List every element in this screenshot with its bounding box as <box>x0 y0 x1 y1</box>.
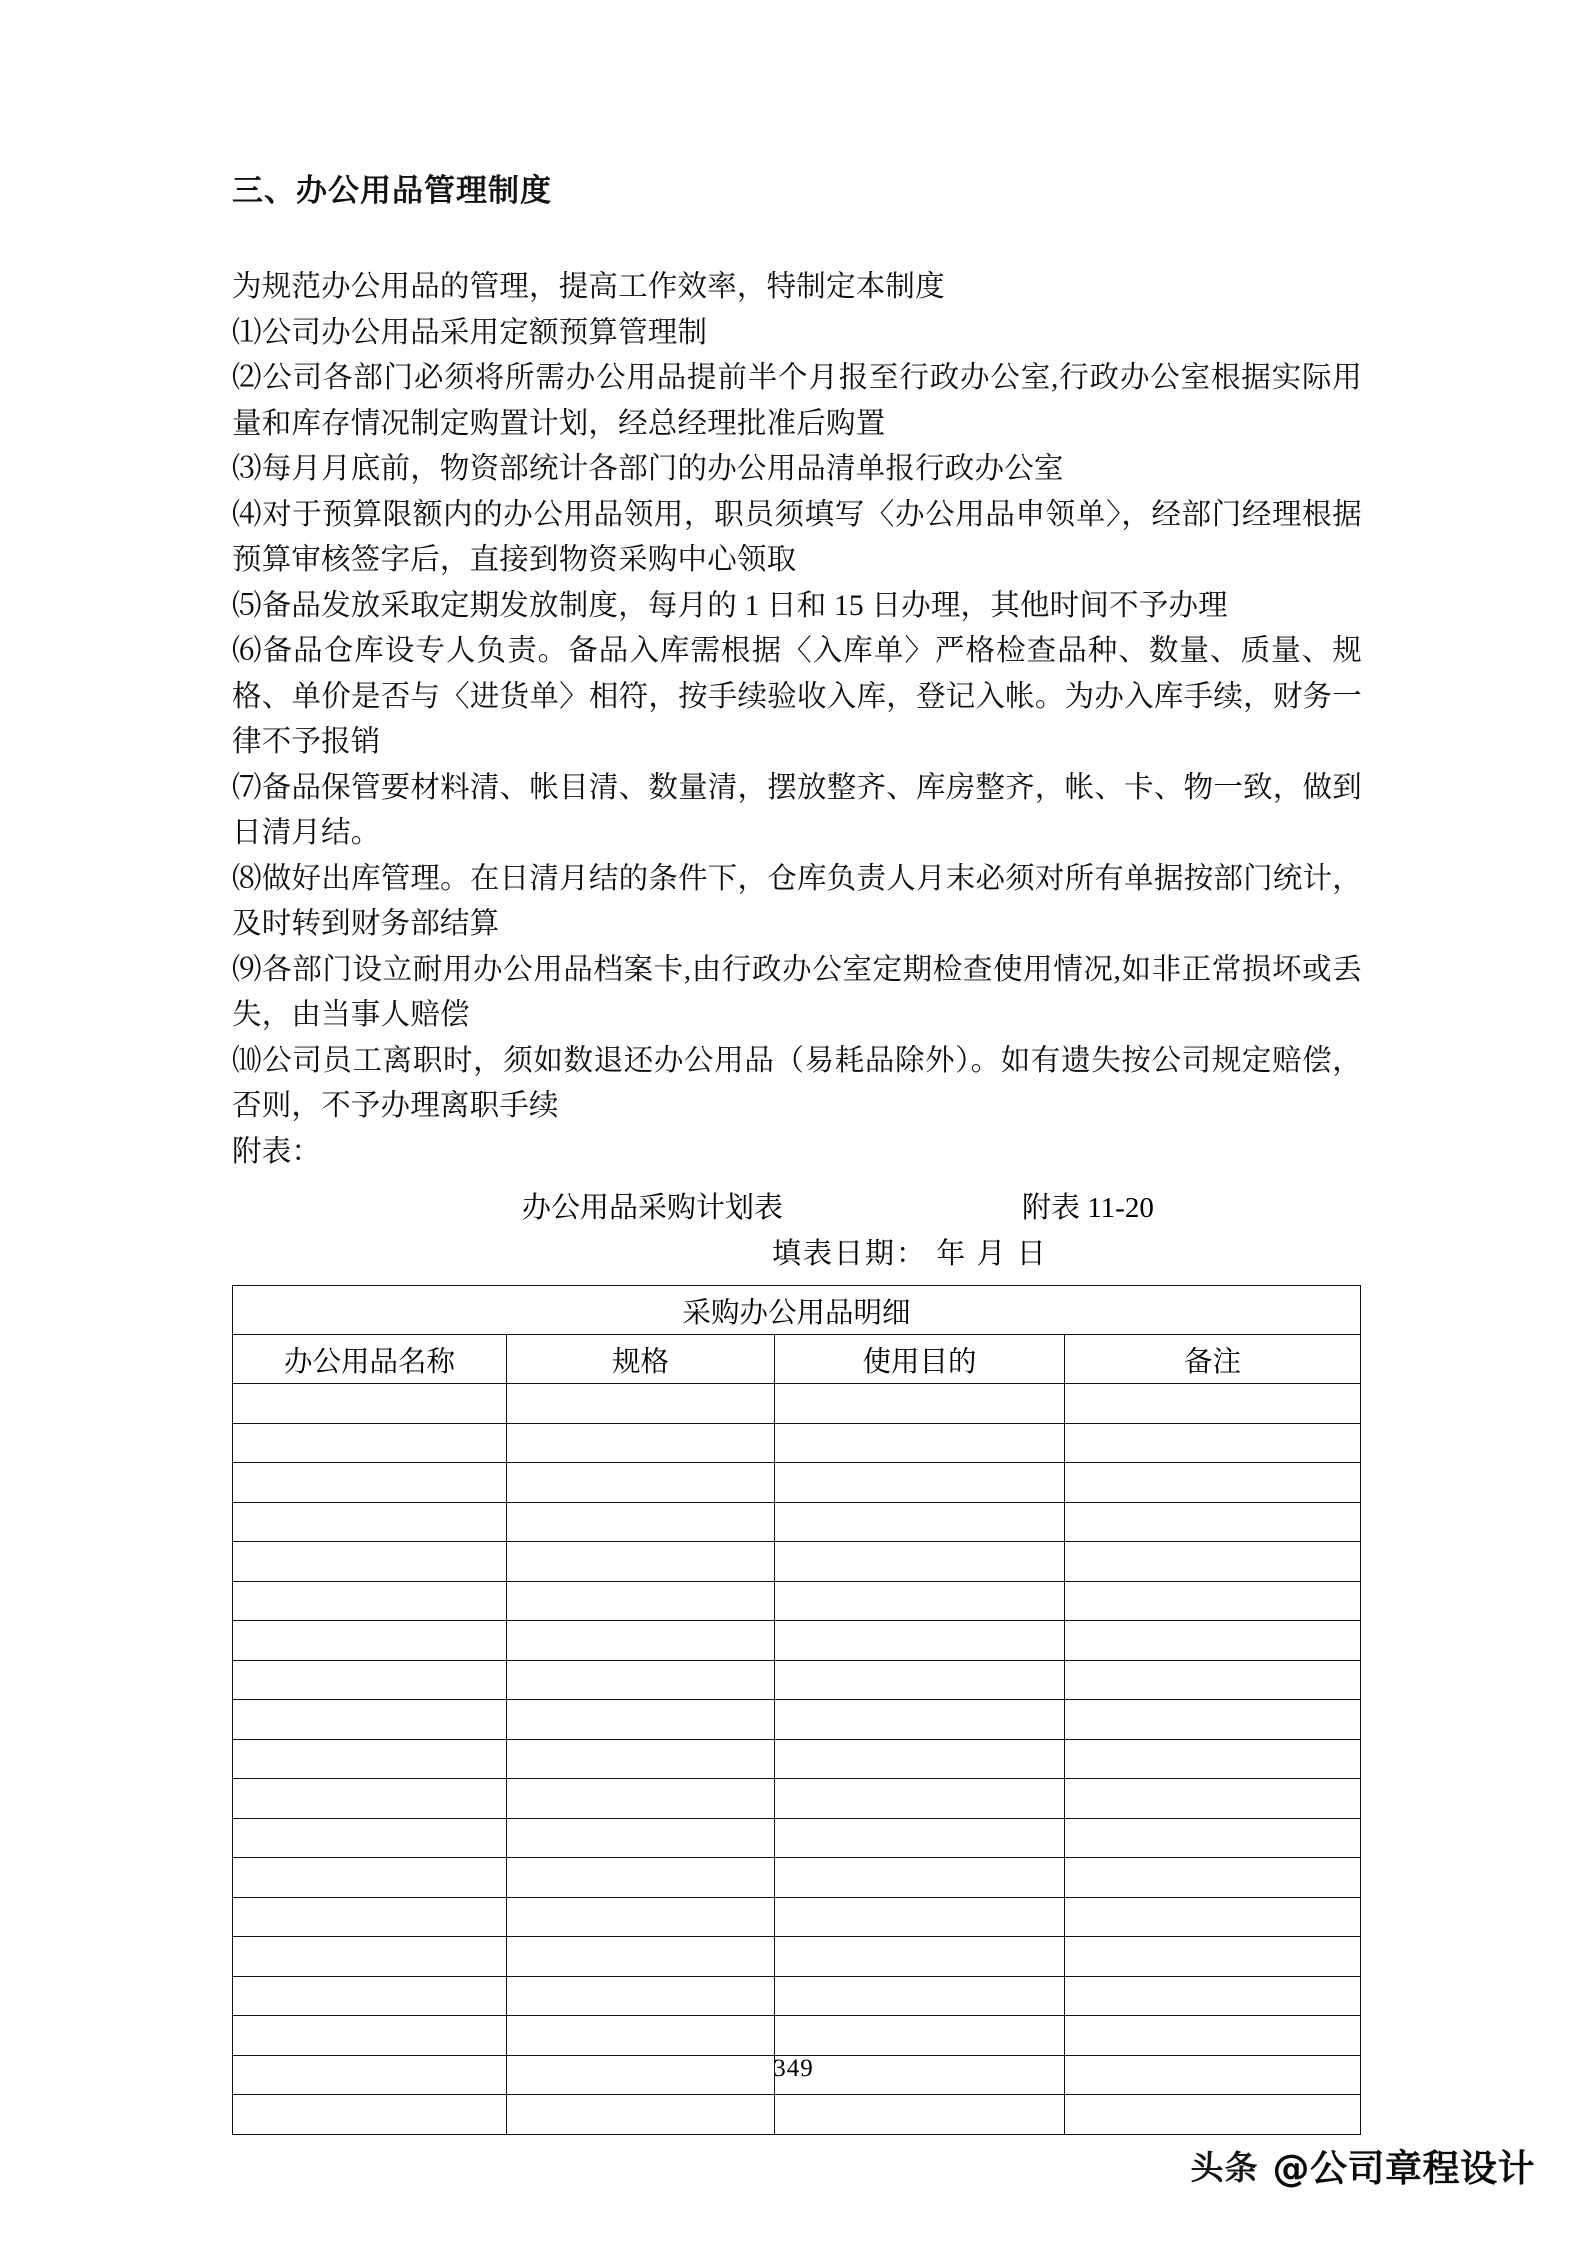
table-row[interactable] <box>233 1779 1361 1819</box>
table-cell[interactable] <box>775 2016 1065 2056</box>
table-row[interactable] <box>233 1463 1361 1503</box>
table-cell[interactable] <box>507 1937 775 1977</box>
table-cell[interactable] <box>1065 1818 1361 1858</box>
policy-item-2: ⑵公司各部门必须将所需办公用品提前半个月报至行政办公室,行政办公室根据实际用量和库存情况制定购置计划，经总经理批准后购置 <box>232 362 1362 440</box>
form-title: 办公用品采购计划表 <box>522 1192 784 1225</box>
table-cell[interactable] <box>507 1897 775 1937</box>
form-heading-row <box>232 1185 1362 1231</box>
table-cell[interactable] <box>233 1660 507 1700</box>
column-header-item-name: 办公用品名称 <box>233 1335 507 1384</box>
page-title: 三、办公用品管理制度 <box>232 173 552 209</box>
table-cell[interactable] <box>775 1700 1065 1740</box>
table-merged-header-row <box>233 1286 1361 1335</box>
watermark <box>1191 2138 1536 2192</box>
table-cell[interactable] <box>507 1818 775 1858</box>
purchase-plan-table <box>232 1285 1361 2135</box>
table-cell[interactable] <box>1065 2095 1361 2135</box>
table-cell[interactable] <box>1065 1463 1361 1503</box>
table-cell[interactable] <box>507 1976 775 2016</box>
table-cell[interactable] <box>1065 1858 1361 1898</box>
table-cell[interactable] <box>233 1818 507 1858</box>
table-cell[interactable] <box>233 1858 507 1898</box>
table-cell[interactable] <box>233 1384 507 1424</box>
table-body <box>233 1286 1361 2135</box>
table-cell[interactable] <box>775 1937 1065 1977</box>
table-cell[interactable] <box>775 1976 1065 2016</box>
table-cell[interactable] <box>1065 1897 1361 1937</box>
table-cell[interactable] <box>775 1423 1065 1463</box>
table-cell[interactable] <box>775 1739 1065 1779</box>
table-row[interactable] <box>233 1581 1361 1621</box>
table-cell[interactable] <box>233 1976 507 2016</box>
policy-item-9: ⑼各部门设立耐用办公用品档案卡,由行政办公室定期检查使用情况,如非正常损坏或丢失，由当事人赔偿 <box>232 953 1362 1032</box>
table-cell[interactable] <box>507 1858 775 1898</box>
table-cell[interactable] <box>233 1581 507 1621</box>
table-row[interactable] <box>233 1858 1361 1898</box>
table-cell[interactable] <box>1065 1779 1361 1819</box>
policy-body <box>232 265 1362 1175</box>
watermark-name: @公司章程设计 <box>1272 2147 1535 2190</box>
table-cell[interactable] <box>507 1700 775 1740</box>
table-row[interactable] <box>233 1818 1361 1858</box>
table-row[interactable] <box>233 1700 1361 1740</box>
table-cell[interactable] <box>1065 2016 1361 2056</box>
table-cell[interactable] <box>775 1542 1065 1582</box>
table-row[interactable] <box>233 1660 1361 1700</box>
column-header-remark: 备注 <box>1065 1335 1361 1384</box>
table-row[interactable] <box>233 2095 1361 2135</box>
table-cell[interactable] <box>507 1502 775 1542</box>
table-cell[interactable] <box>507 2016 775 2056</box>
table-cell[interactable] <box>233 2016 507 2056</box>
table-cell[interactable] <box>233 1739 507 1779</box>
table-cell[interactable] <box>507 1739 775 1779</box>
table-cell[interactable] <box>1065 1423 1361 1463</box>
table-cell[interactable] <box>507 2095 775 2135</box>
attachment-label: 附表： <box>232 1135 322 1168</box>
table-cell[interactable] <box>233 1502 507 1542</box>
table-cell[interactable] <box>233 1621 507 1661</box>
intro-paragraph: 为规范办公用品的管理，提高工作效率，特制定本制度 <box>232 271 945 304</box>
table-cell[interactable] <box>775 1502 1065 1542</box>
table-row[interactable] <box>233 1897 1361 1937</box>
table-row[interactable] <box>233 1976 1361 2016</box>
table-cell[interactable] <box>507 1621 775 1661</box>
table-cell[interactable] <box>775 1818 1065 1858</box>
column-header-spec: 规格 <box>507 1335 775 1384</box>
table-cell[interactable] <box>1065 1660 1361 1700</box>
policy-item-5: ⑸备品发放采取定期发放制度，每月的 1 日和 15 日办理，其他时间不予办理 <box>232 589 1228 622</box>
table-cell[interactable] <box>507 1660 775 1700</box>
table-cell[interactable] <box>233 1897 507 1937</box>
table-row[interactable] <box>233 1937 1361 1977</box>
column-header-purpose: 使用目的 <box>775 1335 1065 1384</box>
table-cell[interactable] <box>1065 1581 1361 1621</box>
table-cell[interactable] <box>507 1779 775 1819</box>
table-cell[interactable] <box>1065 1384 1361 1424</box>
table-cell[interactable] <box>1065 1976 1361 2016</box>
table-cell[interactable] <box>775 1581 1065 1621</box>
table-cell[interactable] <box>1065 1621 1361 1661</box>
table-cell[interactable] <box>233 1937 507 1977</box>
table-cell[interactable] <box>775 1463 1065 1503</box>
policy-item-4: ⑷对于预算限额内的办公用品领用，职员须填写〈办公用品申领单〉，经部门经理根据预算审核签字后，直接到物资采购中心领取 <box>232 498 1362 577</box>
table-cell[interactable] <box>507 1463 775 1503</box>
table-cell[interactable] <box>233 1700 507 1740</box>
table-cell[interactable] <box>775 2095 1065 2135</box>
table-cell[interactable] <box>775 1858 1065 1898</box>
table-cell[interactable] <box>1065 1937 1361 1977</box>
policy-item-7: ⑺备品保管要材料清、帐目清、数量清，摆放整齐、库房整齐，帐、卡、物一致，做到日清月结。 <box>232 771 1362 850</box>
table-cell[interactable] <box>1065 1502 1361 1542</box>
policy-item-6: ⑹备品仓库设专人负责。备品入库需根据〈入库单〉严格检查品种、数量、质量、规格、单价是否与〈进货单〉相符，按手续验收入库，登记入帐。为办入库手续，财务一律不予报销 <box>232 635 1362 759</box>
page-number: 349 <box>773 2055 814 2082</box>
table-cell[interactable] <box>233 1542 507 1582</box>
policy-item-1: ⑴公司办公用品采用定额预算管理制 <box>232 316 708 349</box>
table-cell[interactable] <box>233 1423 507 1463</box>
fill-date-label: 填表日期： 年 月 日 <box>772 1238 1048 1271</box>
policy-item-10: ⑽公司员工离职时，须如数退还办公用品（易耗品除外）。如有遗失按公司规定赔偿，否则，不予办理离职手续 <box>232 1044 1362 1123</box>
table-cell[interactable] <box>507 1384 775 1424</box>
table-cell[interactable] <box>507 1581 775 1621</box>
table-cell[interactable] <box>775 1621 1065 1661</box>
table-cell[interactable] <box>775 1779 1065 1819</box>
table-row[interactable] <box>233 1621 1361 1661</box>
table-column-header-row <box>233 1335 1361 1384</box>
table-row[interactable] <box>233 1542 1361 1582</box>
table-cell[interactable] <box>1065 1739 1361 1779</box>
table-merged-header-cell: 采购办公用品明细 <box>233 1286 1361 1335</box>
table-cell[interactable] <box>1065 1700 1361 1740</box>
table-cell[interactable] <box>775 1384 1065 1424</box>
table-row[interactable] <box>233 1502 1361 1542</box>
table-cell[interactable] <box>507 1423 775 1463</box>
table-cell[interactable] <box>233 2095 507 2135</box>
table-cell[interactable] <box>233 1779 507 1819</box>
form-date-row <box>232 1231 1362 1279</box>
table-cell[interactable] <box>1065 1542 1361 1582</box>
form-reference: 附表 11-20 <box>1022 1192 1154 1225</box>
table-cell[interactable] <box>775 1897 1065 1937</box>
table-row[interactable] <box>233 2016 1361 2056</box>
watermark-badge: 头条 <box>1190 2147 1259 2187</box>
table-row[interactable] <box>233 1384 1361 1424</box>
table-cell[interactable] <box>775 1660 1065 1700</box>
table-cell[interactable] <box>507 1542 775 1582</box>
document-content <box>232 170 1362 2135</box>
table-cell[interactable] <box>233 1463 507 1503</box>
table-row[interactable] <box>233 1739 1361 1779</box>
table-row[interactable] <box>233 1423 1361 1463</box>
policy-item-3: ⑶每月月底前，物资部统计各部门的办公用品清单报行政办公室 <box>232 453 1064 486</box>
policy-item-8: ⑻做好出库管理。在日清月结的条件下，仓库负责人月末必须对所有单据按部门统计，及时转到财务部结算 <box>232 862 1362 941</box>
